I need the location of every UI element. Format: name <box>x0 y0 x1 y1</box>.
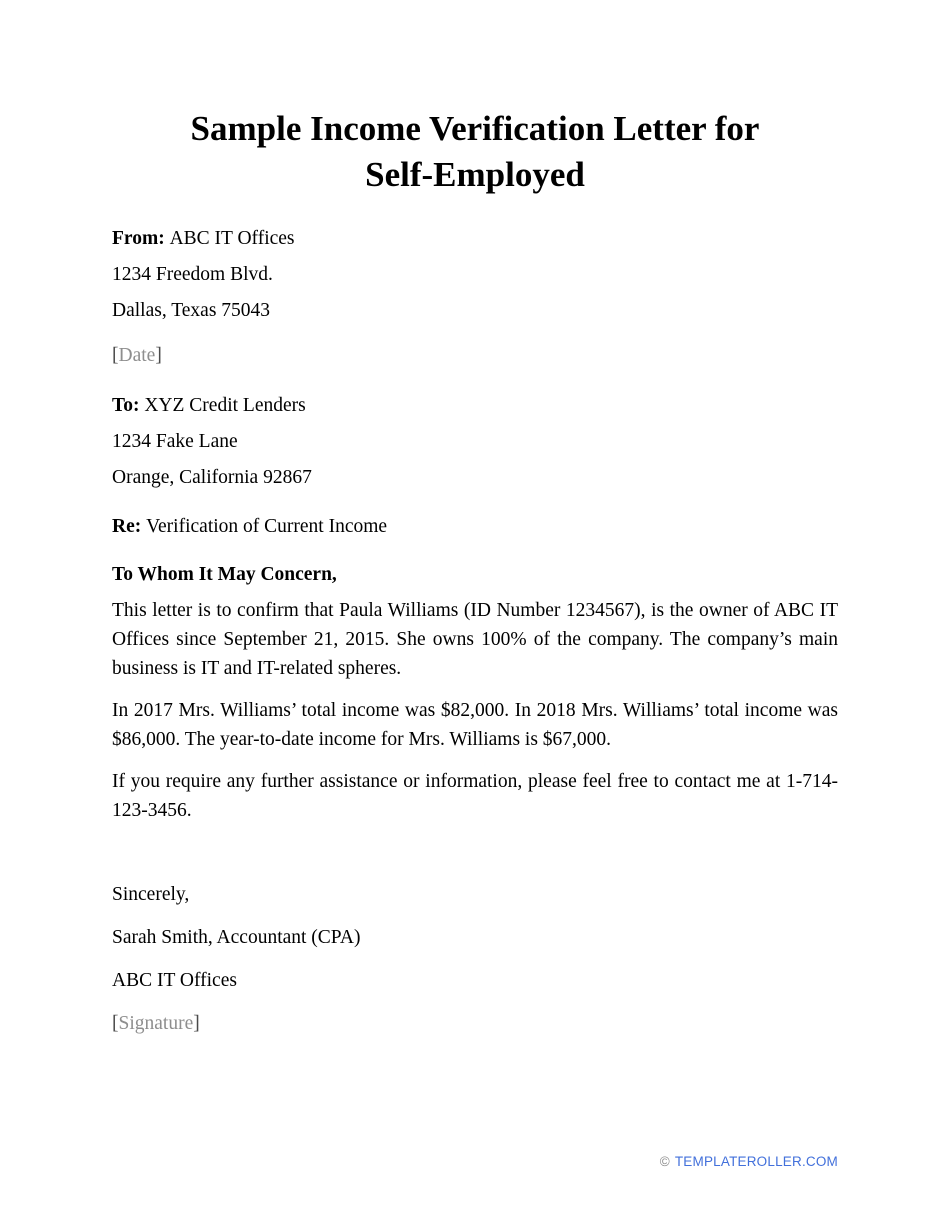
body-paragraph-1: This letter is to confirm that Paula Williams (ID Number 1234567), is the owner of ABC IT Offices since September 21, 2015. She owns 100% of the company. The company’s main business is IT and IT-related spheres. <box>112 600 838 679</box>
date-placeholder-text: Date <box>118 345 156 366</box>
from-address-line-2: Dallas, Texas 75043 <box>112 300 271 321</box>
to-address-line-2: Orange, California 92867 <box>112 467 312 488</box>
date-close-bracket: ] <box>155 345 162 366</box>
from-label: From: <box>112 228 165 249</box>
re-line <box>112 512 838 541</box>
date-placeholder <box>112 341 838 370</box>
re-label: Re: <box>112 516 142 537</box>
closing-sincerely: Sincerely, <box>112 884 190 905</box>
to-line <box>112 391 838 420</box>
signature-open-bracket: [ <box>112 1013 119 1034</box>
copyright-icon: © <box>659 1154 670 1169</box>
signature-close-bracket: ] <box>193 1013 200 1034</box>
re-value: Verification of Current Income <box>146 516 388 537</box>
salutation: To Whom It May Concern, <box>112 564 337 585</box>
document-title-line-1: Sample Income Verification Letter for <box>190 109 760 148</box>
date-open-bracket: [ <box>112 345 119 366</box>
document-title <box>112 106 838 198</box>
document-title-line-2: Self-Employed <box>365 155 585 194</box>
closing-company: ABC IT Offices <box>112 970 237 991</box>
body-paragraph-3: If you require any further assistance or information, please feel free to contact me at 1-714-123-3456. <box>112 771 838 821</box>
from-value: ABC IT Offices <box>169 228 295 249</box>
signature-placeholder <box>112 1009 838 1038</box>
signature-placeholder-text: Signature <box>118 1013 194 1034</box>
body-paragraph-2: In 2017 Mrs. Williams’ total income was $82,000. In 2018 Mrs. Williams’ total income was $86,000. The year-to-date income for Mrs. Williams is $67,000. <box>112 700 838 750</box>
to-value: XYZ Credit Lenders <box>144 395 306 416</box>
from-line <box>112 224 838 253</box>
templateroller-link[interactable]: TEMPLATEROLLER.COM <box>674 1154 838 1169</box>
to-label: To: <box>112 395 140 416</box>
from-address-line-1: 1234 Freedom Blvd. <box>112 264 273 285</box>
footer <box>660 1153 838 1171</box>
closing-signatory: Sarah Smith, Accountant (CPA) <box>112 927 361 948</box>
to-address-line-1: 1234 Fake Lane <box>112 431 238 452</box>
